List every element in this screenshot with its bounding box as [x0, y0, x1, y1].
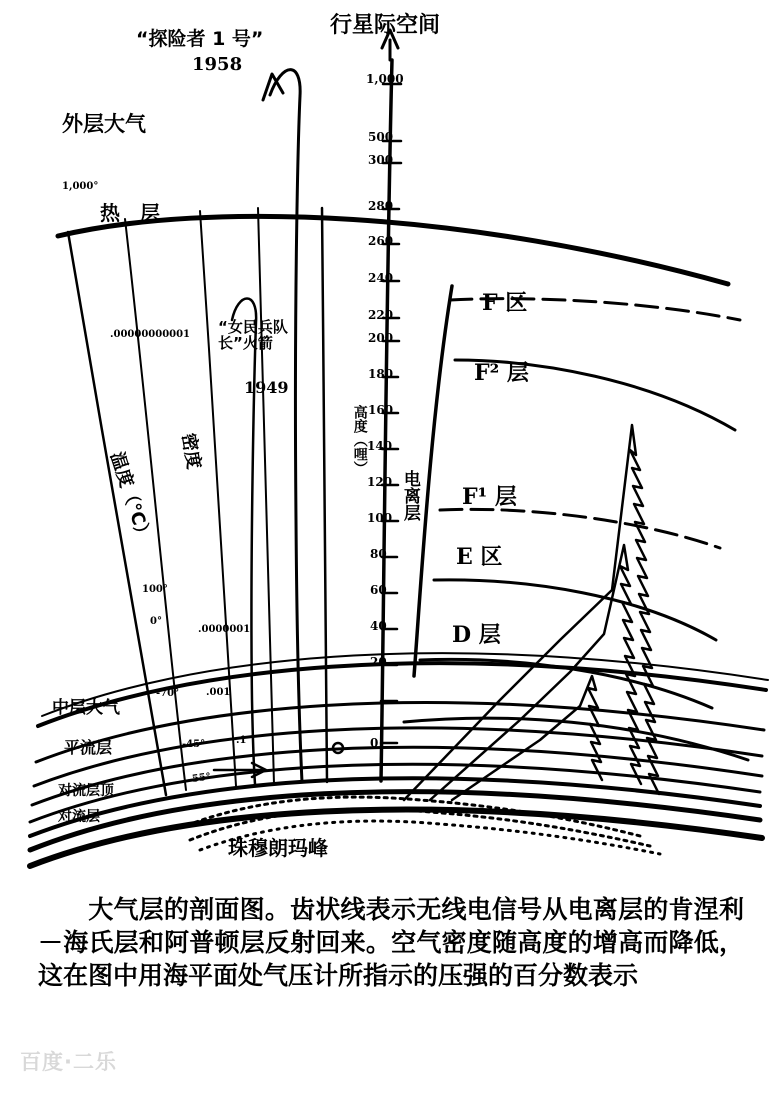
altitude-tick-160: 160 — [368, 403, 394, 417]
altitude-tick-200: 200 — [368, 331, 394, 345]
density-tick-1e-11: .00000000001 — [110, 329, 191, 340]
ionosphere-label: 电离层 — [399, 470, 420, 521]
thermosphere-label: 热 层 — [100, 201, 160, 225]
altitude-tick-1000: 1,000 — [366, 72, 404, 86]
temperature-tick-1000: 1,000° — [62, 181, 99, 192]
altitude-tick-100: 100 — [367, 511, 393, 525]
temperature-tick-0: 0° — [150, 616, 162, 627]
altitude-tick-0: 0 — [370, 736, 379, 750]
troposphere-label: 对流层 — [58, 809, 100, 825]
mesosphere-label: 中层大气 — [52, 698, 120, 718]
radio-signal-path-1 — [404, 425, 659, 800]
f1-layer-label: F¹ 层 — [462, 484, 517, 510]
density-tick-1e-7: .0000001 — [198, 624, 251, 635]
rocket-trajectory — [232, 299, 256, 785]
density-axis-label: 密度 — [177, 431, 205, 471]
altitude-tick-180: 180 — [368, 367, 394, 381]
density-tick-0-001: .001 — [206, 687, 231, 698]
altitude-tick-220: 220 — [368, 308, 394, 322]
temperature-tick-minus45: -45° — [182, 739, 206, 750]
density-tick-0-1: .1 — [236, 735, 247, 746]
stratosphere-label: 平流层 — [64, 738, 113, 757]
exosphere-label: 外层大气 — [62, 112, 146, 136]
explorer-name-label: “探险者 1 号” — [136, 28, 264, 50]
watermark: 百度·二乐 — [20, 1050, 117, 1074]
altitude-tick-500: 500 — [368, 130, 394, 144]
d-layer-label: D 层 — [452, 622, 501, 648]
altitude-axis-label: 高度（哩） — [351, 405, 368, 475]
temperature-axis-label: 温度（℃） — [105, 449, 155, 546]
altitude-tick-140: 140 — [367, 439, 393, 453]
rocket-year-label: 1949 — [244, 378, 289, 397]
f2-layer-label: F² 层 — [474, 360, 529, 386]
altitude-tick-240: 240 — [368, 271, 394, 285]
caption-text: 大气层的剖面图。齿状线表示无线电信号从电离层的肯涅利－海氏层和阿普顿层反射回来。空气密度随高度的增高而降低，这在图中用海平面处气压计所指示的压强的百分数表示 — [38, 895, 744, 990]
altitude-tick-20: 20 — [370, 655, 387, 669]
explorer-year-label: 1958 — [192, 54, 243, 75]
explorer-trajectory — [270, 70, 302, 782]
f-region-label: F 区 — [482, 290, 528, 316]
altitude-tick-260: 260 — [368, 234, 394, 248]
grid-line-a — [200, 211, 236, 786]
temperature-tick-100: 100° — [142, 584, 168, 595]
temperature-tick-minus55: -55° — [187, 771, 212, 786]
e-region-label: E 区 — [456, 544, 503, 570]
f1-layer-boundary — [440, 509, 720, 548]
altitude-tick-280: 280 — [368, 199, 394, 213]
temperature-tick-minus70: -70° — [156, 688, 180, 699]
interplanetary-space-label: 行星际空间 — [330, 13, 441, 38]
grid-line-altitude-axis-left — [322, 208, 327, 782]
rocket-name-label: “女民兵队长”火箭 — [218, 318, 288, 352]
altitude-tick-80: 80 — [370, 547, 387, 561]
figure-caption — [38, 893, 744, 992]
grid-line-b — [258, 208, 274, 784]
altitude-tick-300: 300 — [368, 153, 394, 167]
altitude-tick-120: 120 — [367, 475, 393, 489]
tropopause-label: 对流层顶 — [58, 783, 114, 799]
altitude-tick-60: 60 — [370, 583, 387, 597]
altitude-axis-line — [381, 60, 392, 781]
everest-label: 珠穆朗玛峰 — [228, 836, 328, 860]
altitude-tick-40: 40 — [370, 619, 387, 633]
